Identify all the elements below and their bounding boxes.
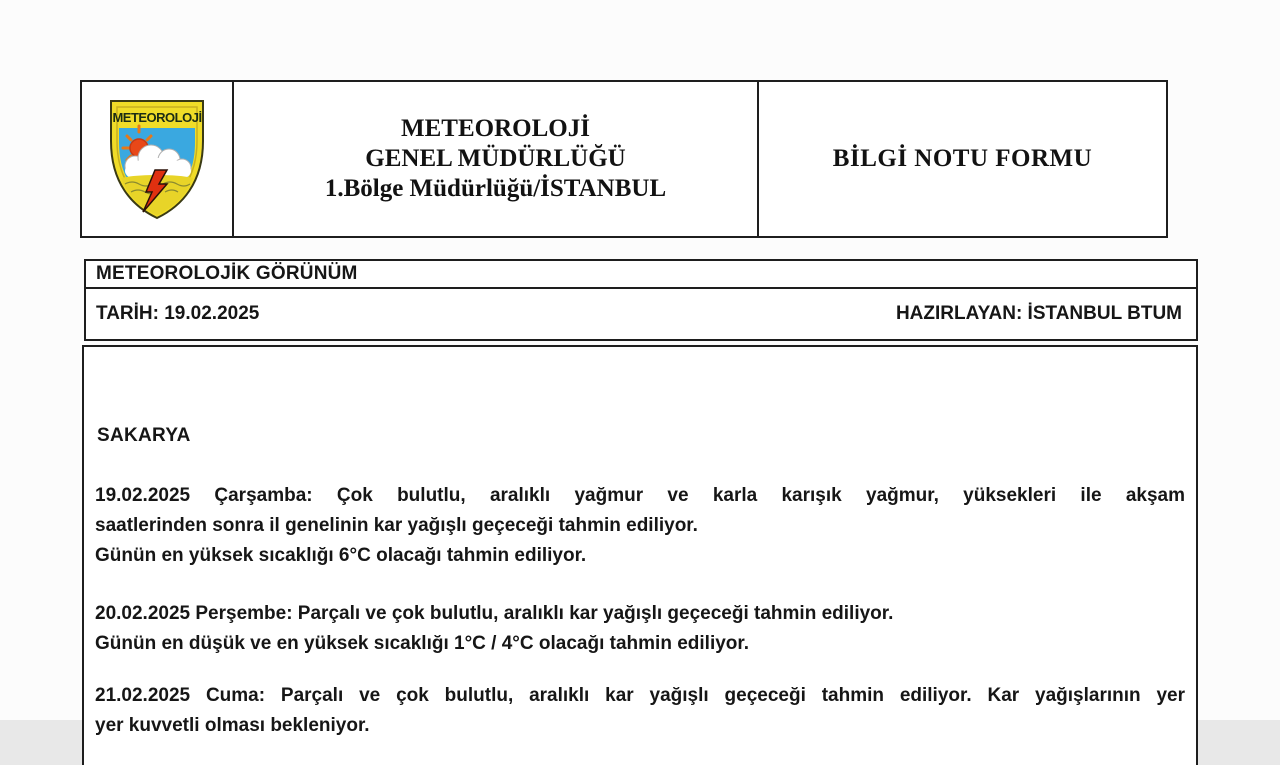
header-table xyxy=(80,80,1168,238)
section-title-row xyxy=(86,261,1196,289)
forecast-paragraph-friday xyxy=(95,681,1185,741)
meta-table xyxy=(84,259,1198,341)
forecast-line: 19.02.2025 Çarşamba: Çok bulutlu, aralıklı yağmur ve karla karışık yağmur, yüksekleri ile akşam xyxy=(95,485,1185,506)
section-title: METEOROLOJİK GÖRÜNÜM xyxy=(96,263,358,284)
forecast-line: 20.02.2025 Perşembe: Parçalı ve çok bulutlu, aralıklı kar yağışlı geçeceği tahmin ediliyor. xyxy=(95,603,894,624)
forecast-paragraph-wednesday xyxy=(95,481,1185,571)
prepared-by-label: HAZIRLAYAN: İSTANBUL BTUM xyxy=(895,303,1182,324)
form-title: BİLGİ NOTU FORMU xyxy=(832,145,1093,172)
forecast-line: saatlerinden sonra il genelinin kar yağışlı geçeceği tahmin ediliyor. xyxy=(95,515,698,536)
forecast-paragraph-thursday xyxy=(95,599,1185,659)
forecast-line: Günün en yüksek sıcaklığı 6°C olacağı tahmin ediliyor. xyxy=(95,545,587,566)
forecast-content-box xyxy=(82,345,1198,765)
org-title-line-2: GENEL MÜDÜRLÜĞÜ xyxy=(365,145,626,172)
logo-cell xyxy=(82,82,234,236)
form-title-cell xyxy=(759,82,1166,236)
date-label: TARİH: 19.02.2025 xyxy=(96,303,260,324)
meteorology-shield-logo-icon xyxy=(105,96,209,222)
city-heading: SAKARYA xyxy=(97,425,191,446)
forecast-line: 21.02.2025 Cuma: Parçalı ve çok bulutlu, aralıklı kar yağışlı geçeceği tahmin ediliyor. Kar yağışlarının yer xyxy=(95,685,1185,706)
org-title-line-3: 1.Bölge Müdürlüğü/İSTANBUL xyxy=(324,175,667,202)
logo-band-text: METEOROLOJİ xyxy=(112,110,202,125)
org-title-cell xyxy=(234,82,759,236)
date-row xyxy=(86,289,1196,339)
forecast-line: Günün en düşük ve en yüksek sıcaklığı 1°C / 4°C olacağı tahmin ediliyor. xyxy=(95,633,750,654)
org-title-line-1: METEOROLOJİ xyxy=(401,115,590,142)
forecast-line-partial: yer kuvvetli olması bekleniyor. xyxy=(95,715,370,736)
